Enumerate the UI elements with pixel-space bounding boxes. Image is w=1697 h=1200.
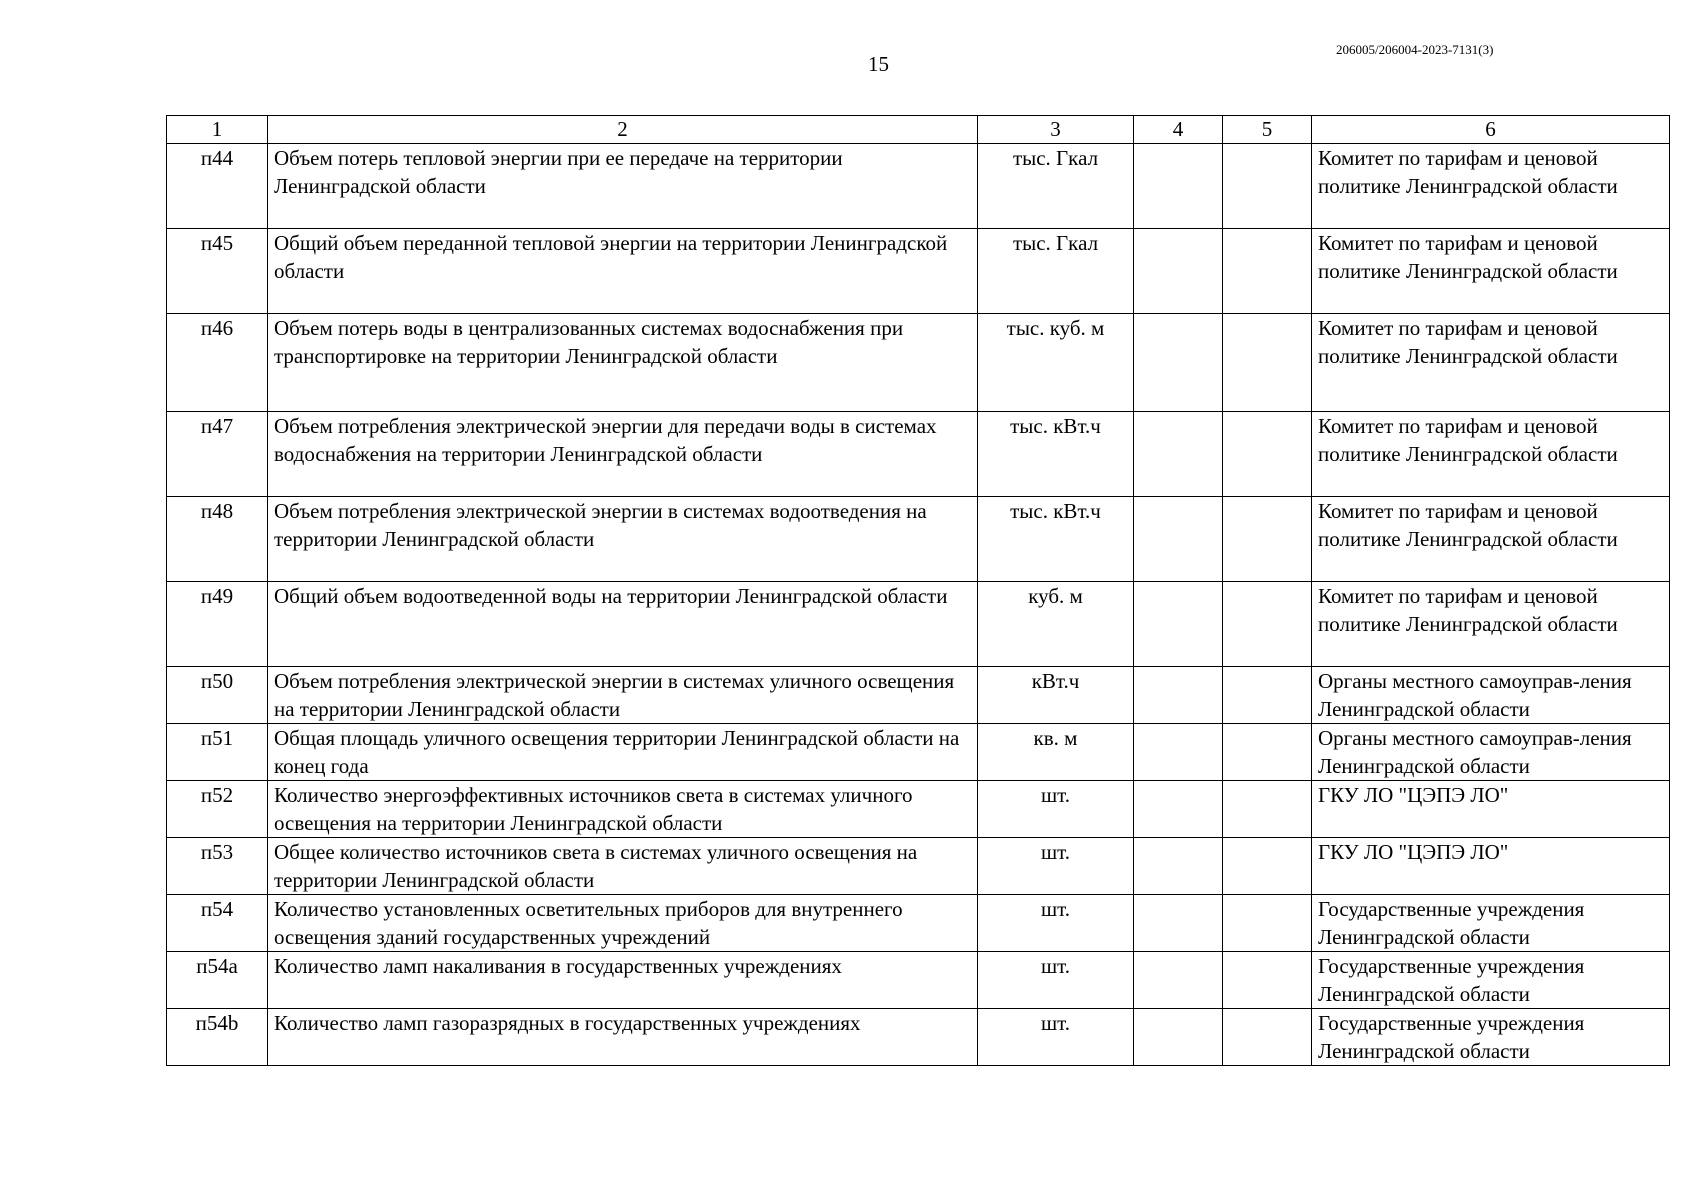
indicator-source: Комитет по тарифам и ценовой политике Ленинградской области <box>1312 314 1670 412</box>
table-row <box>167 412 1670 497</box>
indicator-source: Комитет по тарифам и ценовой политике Ленинградской области <box>1312 497 1670 582</box>
column-header-2: 2 <box>268 116 978 144</box>
indicator-unit: шт. <box>978 1009 1134 1066</box>
indicator-col5 <box>1223 229 1312 314</box>
indicator-col4 <box>1134 952 1223 1009</box>
table-row <box>167 497 1670 582</box>
page-number: 15 <box>868 52 889 76</box>
indicator-col4 <box>1134 412 1223 497</box>
indicator-name: Общий объем переданной тепловой энергии на территории Ленинградской области <box>268 229 978 314</box>
indicator-name: Количество ламп газоразрядных в государственных учреждениях <box>268 1009 978 1066</box>
indicator-col4 <box>1134 582 1223 667</box>
table-header-row <box>167 116 1670 144</box>
indicator-col5 <box>1223 724 1312 781</box>
indicator-code: п53 <box>167 838 268 895</box>
indicator-col4 <box>1134 1009 1223 1066</box>
table-row <box>167 144 1670 229</box>
indicator-unit: тыс. Гкал <box>978 144 1134 229</box>
indicator-code: п49 <box>167 582 268 667</box>
indicator-col5 <box>1223 781 1312 838</box>
indicator-col4 <box>1134 314 1223 412</box>
indicator-unit: тыс. Гкал <box>978 229 1134 314</box>
indicator-source: Комитет по тарифам и ценовой политике Ленинградской области <box>1312 144 1670 229</box>
indicator-col5 <box>1223 314 1312 412</box>
indicator-source: Государственные учреждения Ленинградской области <box>1312 895 1670 952</box>
indicator-code: п46 <box>167 314 268 412</box>
indicator-col4 <box>1134 838 1223 895</box>
table-row <box>167 229 1670 314</box>
indicator-code: п52 <box>167 781 268 838</box>
indicator-unit: куб. м <box>978 582 1134 667</box>
indicator-source: Комитет по тарифам и ценовой политике Ленинградской области <box>1312 582 1670 667</box>
indicator-source: Комитет по тарифам и ценовой политике Ленинградской области <box>1312 412 1670 497</box>
indicator-name: Количество энергоэффективных источников света в системах уличного освещения на территории Ленинградской области <box>268 781 978 838</box>
column-header-5: 5 <box>1223 116 1312 144</box>
indicator-col5 <box>1223 582 1312 667</box>
indicator-name: Количество установленных осветительных приборов для внутреннего освещения зданий государственных учреждений <box>268 895 978 952</box>
indicator-name: Объем потребления электрической энергии в системах уличного освещения на территории Ленинградской области <box>268 667 978 724</box>
indicator-name: Объем потребления электрической энергии для передачи воды в системах водоснабжения на территории Ленинградской области <box>268 412 978 497</box>
indicator-unit: тыс. кВт.ч <box>978 497 1134 582</box>
indicator-col4 <box>1134 144 1223 229</box>
indicator-source: Комитет по тарифам и ценовой политике Ленинградской области <box>1312 229 1670 314</box>
indicator-code: п47 <box>167 412 268 497</box>
indicator-unit: шт. <box>978 781 1134 838</box>
indicator-code: п50 <box>167 667 268 724</box>
indicator-unit: шт. <box>978 895 1134 952</box>
indicator-name: Общий объем водоотведенной воды на территории Ленинградской области <box>268 582 978 667</box>
table-row <box>167 781 1670 838</box>
column-header-3: 3 <box>978 116 1134 144</box>
indicator-source: ГКУ ЛО "ЦЭПЭ ЛО" <box>1312 781 1670 838</box>
indicator-unit: шт. <box>978 952 1134 1009</box>
indicator-col5 <box>1223 895 1312 952</box>
indicator-code: п54 <box>167 895 268 952</box>
indicator-name: Количество ламп накаливания в государственных учреждениях <box>268 952 978 1009</box>
indicator-col5 <box>1223 838 1312 895</box>
table-row <box>167 1009 1670 1066</box>
indicator-col4 <box>1134 895 1223 952</box>
indicator-col5 <box>1223 667 1312 724</box>
indicator-code: п48 <box>167 497 268 582</box>
table-row <box>167 838 1670 895</box>
indicator-col5 <box>1223 412 1312 497</box>
indicator-col4 <box>1134 667 1223 724</box>
indicator-source: Государственные учреждения Ленинградской области <box>1312 1009 1670 1066</box>
indicator-col5 <box>1223 497 1312 582</box>
indicator-source: Органы местного самоуправ-ления Ленинградской области <box>1312 667 1670 724</box>
table-row <box>167 582 1670 667</box>
table-row <box>167 314 1670 412</box>
indicator-name: Объем потребления электрической энергии в системах водоотведения на территории Ленинградской области <box>268 497 978 582</box>
indicator-source: Органы местного самоуправ-ления Ленинградской области <box>1312 724 1670 781</box>
indicator-col4 <box>1134 497 1223 582</box>
indicator-unit: кВт.ч <box>978 667 1134 724</box>
table-row <box>167 895 1670 952</box>
indicator-code: п51 <box>167 724 268 781</box>
column-header-4: 4 <box>1134 116 1223 144</box>
indicator-code: п54b <box>167 1009 268 1066</box>
column-header-6: 6 <box>1312 116 1670 144</box>
indicator-code: п44 <box>167 144 268 229</box>
indicator-code: п45 <box>167 229 268 314</box>
indicator-name: Общее количество источников света в системах уличного освещения на территории Ленинградской области <box>268 838 978 895</box>
document-registration-code: 206005/206004-2023-7131(3) <box>1336 42 1494 57</box>
indicator-col4 <box>1134 724 1223 781</box>
indicator-unit: тыс. кВт.ч <box>978 412 1134 497</box>
indicator-name: Общая площадь уличного освещения территории Ленинградской области на конец года <box>268 724 978 781</box>
indicator-unit: тыс. куб. м <box>978 314 1134 412</box>
indicator-unit: кв. м <box>978 724 1134 781</box>
indicator-col5 <box>1223 144 1312 229</box>
table-row <box>167 724 1670 781</box>
indicator-col4 <box>1134 229 1223 314</box>
column-header-1: 1 <box>167 116 268 144</box>
indicator-col5 <box>1223 952 1312 1009</box>
indicator-col4 <box>1134 781 1223 838</box>
indicator-source: ГКУ ЛО "ЦЭПЭ ЛО" <box>1312 838 1670 895</box>
indicator-source: Государственные учреждения Ленинградской области <box>1312 952 1670 1009</box>
indicator-name: Объем потерь воды в централизованных системах водоснабжения при транспортировке на территории Ленинградской области <box>268 314 978 412</box>
indicator-code: п54a <box>167 952 268 1009</box>
indicator-unit: шт. <box>978 838 1134 895</box>
indicator-name: Объем потерь тепловой энергии при ее передаче на территории Ленинградской области <box>268 144 978 229</box>
table-row <box>167 952 1670 1009</box>
table-row <box>167 667 1670 724</box>
indicators-table <box>166 115 1670 1066</box>
indicator-col5 <box>1223 1009 1312 1066</box>
